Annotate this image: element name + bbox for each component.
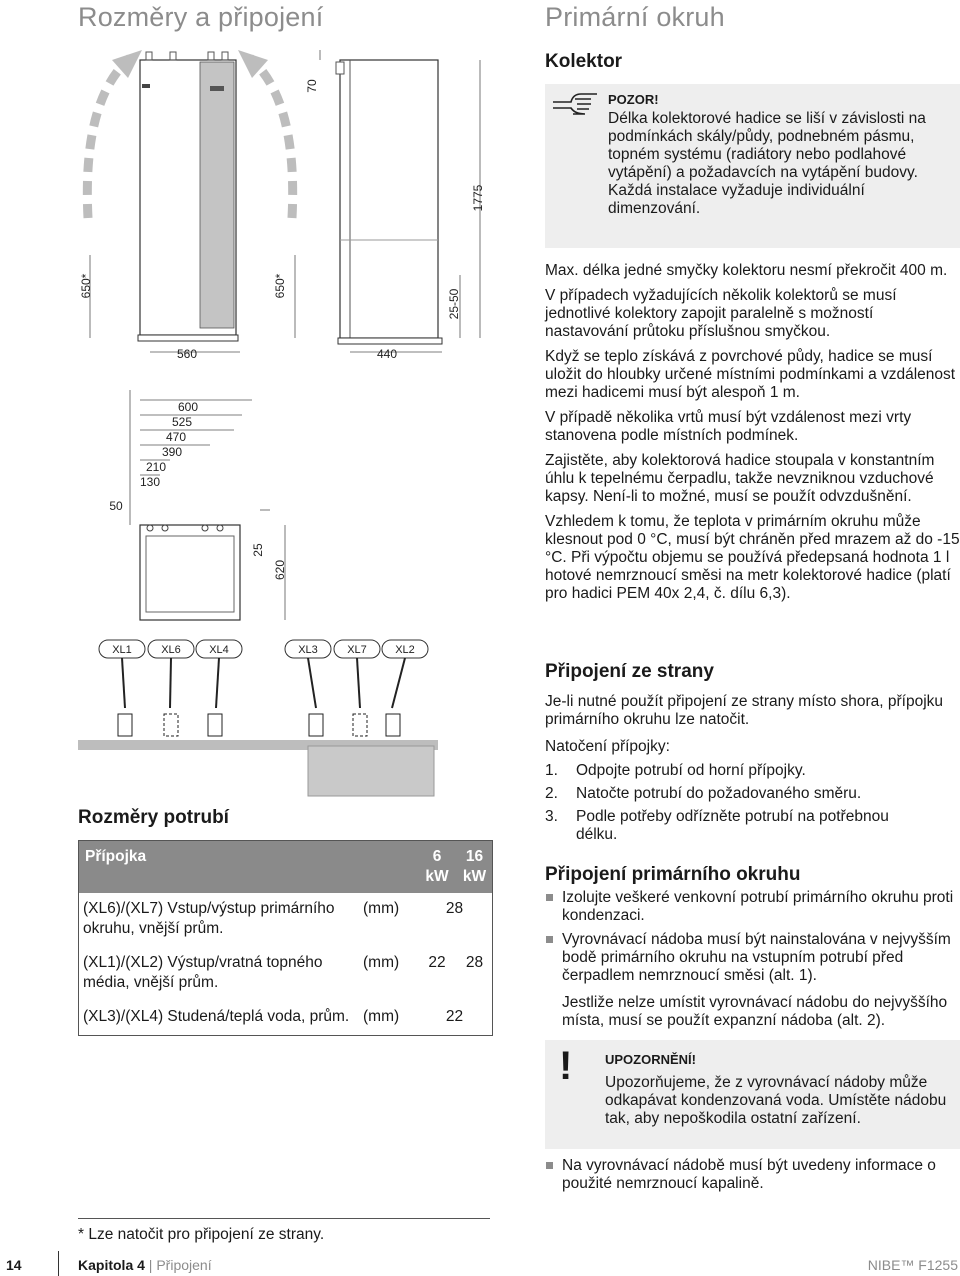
kolektor-paragraphs <box>545 262 960 610</box>
dim-25-50: 25-50 <box>447 288 461 320</box>
pipe-dimensions-table <box>79 841 492 1035</box>
row-value-merged: 22 <box>417 1001 492 1035</box>
dim-440: 440 <box>376 347 398 361</box>
dim-560: 560 <box>176 347 198 361</box>
conn-label-xl6: XL6 <box>161 644 181 656</box>
kolektor-paragraph: Když se teplo získává z povrchové půdy, hadice se musí uložit do hloubky určené místními podmínkami a vzdálenost mezi hadicemi musí být alespoň 1 m. <box>545 348 956 401</box>
row-label: (XL3)/(XL4) Studená/teplá voda, prům. <box>79 1001 359 1035</box>
primary-bullet-note: Jestliže nelze umístit vyrovnávací nádobu do nejvyššího místa, musí se použít expanzní nádoba (alt. 2). <box>562 994 948 1029</box>
conn-label-xl7: XL7 <box>347 644 367 656</box>
pointing-hand-icon <box>551 88 599 118</box>
dim-470: 470 <box>165 430 186 444</box>
primary-last-bullet <box>545 1157 960 1193</box>
pozor-text: Délka kolektorové hadice se liší v závislosti na podmínkách skály/půdy, podnebném pásmu, topném systému (radiátory nebo podlahové vytápění) a požadavcích na vytápění budovy. Každá instalace vyžaduje individuální dimenzování. <box>608 110 926 217</box>
header-16kw: 16 kW <box>457 841 492 893</box>
dimension-diagram <box>70 40 500 800</box>
row-label: (XL6)/(XL7) Vstup/výstup primárního okruhu, vnější prům. <box>79 893 359 947</box>
page-footer <box>0 1251 960 1276</box>
dim-600: 600 <box>177 400 198 414</box>
row-unit: (mm) <box>359 1001 417 1035</box>
kolektor-heading: Kolektor <box>545 51 623 72</box>
dim-650-mid: 650* <box>273 273 287 299</box>
list-item: Izolujte veškeré venkovní potrubí primárního okruhu proti kondenzaci. <box>545 889 960 925</box>
row-value-6kw: 22 <box>417 947 457 1001</box>
side-steps-list <box>545 762 960 849</box>
upozorneni-text: Upozorňujeme, že z vyrovnávací nádoby může odkapávat kondenzovaná voda. Umístěte nádobu tak, aby nepoškodila ostatní zařízení. <box>605 1074 947 1127</box>
dim-620: 620 <box>273 559 287 581</box>
dim-1775: 1775 <box>471 184 485 212</box>
header-unit <box>359 841 417 893</box>
row-value-16kw: 28 <box>457 947 492 1001</box>
dim-25: 25 <box>251 543 265 557</box>
dim-525: 525 <box>171 415 192 429</box>
side-connection-heading: Připojení ze strany <box>545 661 714 682</box>
list-item: Na vyrovnávací nádobě musí být uvedeny informace o použité nemrznoucí kapalině. <box>545 1157 960 1193</box>
dim-50: 50 <box>109 499 123 513</box>
conn-label-xl2: XL2 <box>395 644 415 656</box>
list-item: Vyrovnávací nádoba musí být nainstalována v nejvyšším bodě primárního okruhu na vstupním potrubí před čerpadlem nemrznoucí směsi (alt. 1). <box>545 931 960 985</box>
page-number: 14 <box>6 1257 22 1273</box>
footer-product: NIBE™ F1255 <box>867 1257 958 1273</box>
dim-70: 70 <box>305 79 319 93</box>
kolektor-paragraph: Zajistěte, aby kolektorová hadice stoupala v konstantním úhlu k tepelnému čerpadlu, takže nevzniknou vzduchové kapsy. Není-li to možné, musí se použít odvzdušnění. <box>545 452 935 505</box>
side-view-unit <box>336 60 442 344</box>
exclamation-icon: ! <box>559 1044 573 1088</box>
dim-210: 210 <box>145 460 166 474</box>
pipe-dimensions-table-wrap <box>78 840 493 1036</box>
conn-label-xl4: XL4 <box>209 644 229 656</box>
side-steps-label: Natočení přípojky: <box>545 738 670 755</box>
dim-650-left: 650* <box>79 273 93 299</box>
kolektor-paragraph: Max. délka jedné smyčky kolektoru nesmí překročit 400 m. <box>545 262 948 279</box>
header-connection: Přípojka <box>79 841 359 893</box>
pipe-dimensions-heading: Rozměry potrubí <box>78 807 229 828</box>
tilt-arrow-left <box>87 58 130 218</box>
conn-label-xl1: XL1 <box>112 644 132 656</box>
tilt-arrow-right <box>250 58 293 218</box>
plan-view-unit <box>140 525 240 620</box>
table-row <box>79 1001 492 1035</box>
list-item: 3. Podle potřeby odřízněte potrubí na potřebnou délku. <box>545 808 889 843</box>
table-row <box>79 947 492 1001</box>
pozor-heading: POZOR! <box>608 92 659 107</box>
dim-390: 390 <box>161 445 182 459</box>
upozorneni-heading: UPOZORNĚNÍ! <box>605 1052 696 1067</box>
pozor-callout <box>545 84 960 248</box>
row-unit: (mm) <box>359 947 417 1001</box>
table-row <box>79 893 492 947</box>
footer-chapter: Kapitola 4 | Připojení <box>78 1257 212 1273</box>
kolektor-paragraph: V případech vyžadujících několik kolektorů se musí jednotlivé kolektory zapojit paralelně s možností nastavování průtoku příslušnou smyčkou. <box>545 287 897 340</box>
footnote-rule <box>78 1218 490 1219</box>
row-label: (XL1)/(XL2) Výstup/vratná topného média, vnější prům. <box>79 947 359 1001</box>
left-page-title: Rozměry a připojení <box>78 2 324 32</box>
footnote: * Lze natočit pro připojení ze strany. <box>78 1226 325 1243</box>
primary-bullets <box>545 889 960 991</box>
conn-label-xl3: XL3 <box>298 644 318 656</box>
side-connection-intro: Je-li nutné použít připojení ze strany místo shora, přípojku primárního okruhu lze natočit. <box>545 693 944 728</box>
primary-connection-heading: Připojení primárního okruhu <box>545 864 801 885</box>
kolektor-paragraph: Vzhledem k tomu, že teplota v primárním okruhu může klesnout pod 0 °C, musí být chráněn před mrazem až do -15 °C. Při výpočtu objemu se používá předepsaná hodnota 1 l hotové nemrznoucí směsi na metr kolektorové hadice (platí pro hadici PEM 40x 2,4, č. dílu 6,3). <box>545 513 960 602</box>
list-item: 2. Natočte potrubí do požadovaného směru. <box>545 785 862 802</box>
row-unit: (mm) <box>359 893 417 947</box>
row-value-merged: 28 <box>417 893 492 947</box>
kolektor-paragraph: V případě několika vrtů musí být vzdálenost mezi vrty stanovena podle místních podmínek. <box>545 409 912 444</box>
top-plate <box>78 714 438 796</box>
table-header-row <box>79 841 492 893</box>
upozorneni-callout <box>545 1040 960 1149</box>
list-item: 1. Odpojte potrubí od horní přípojky. <box>545 762 806 779</box>
header-6kw: 6 kW <box>417 841 457 893</box>
connection-arrows <box>122 658 405 708</box>
dim-130: 130 <box>139 475 160 489</box>
right-page-title: Primární okruh <box>545 2 725 32</box>
front-view-unit <box>138 52 238 341</box>
